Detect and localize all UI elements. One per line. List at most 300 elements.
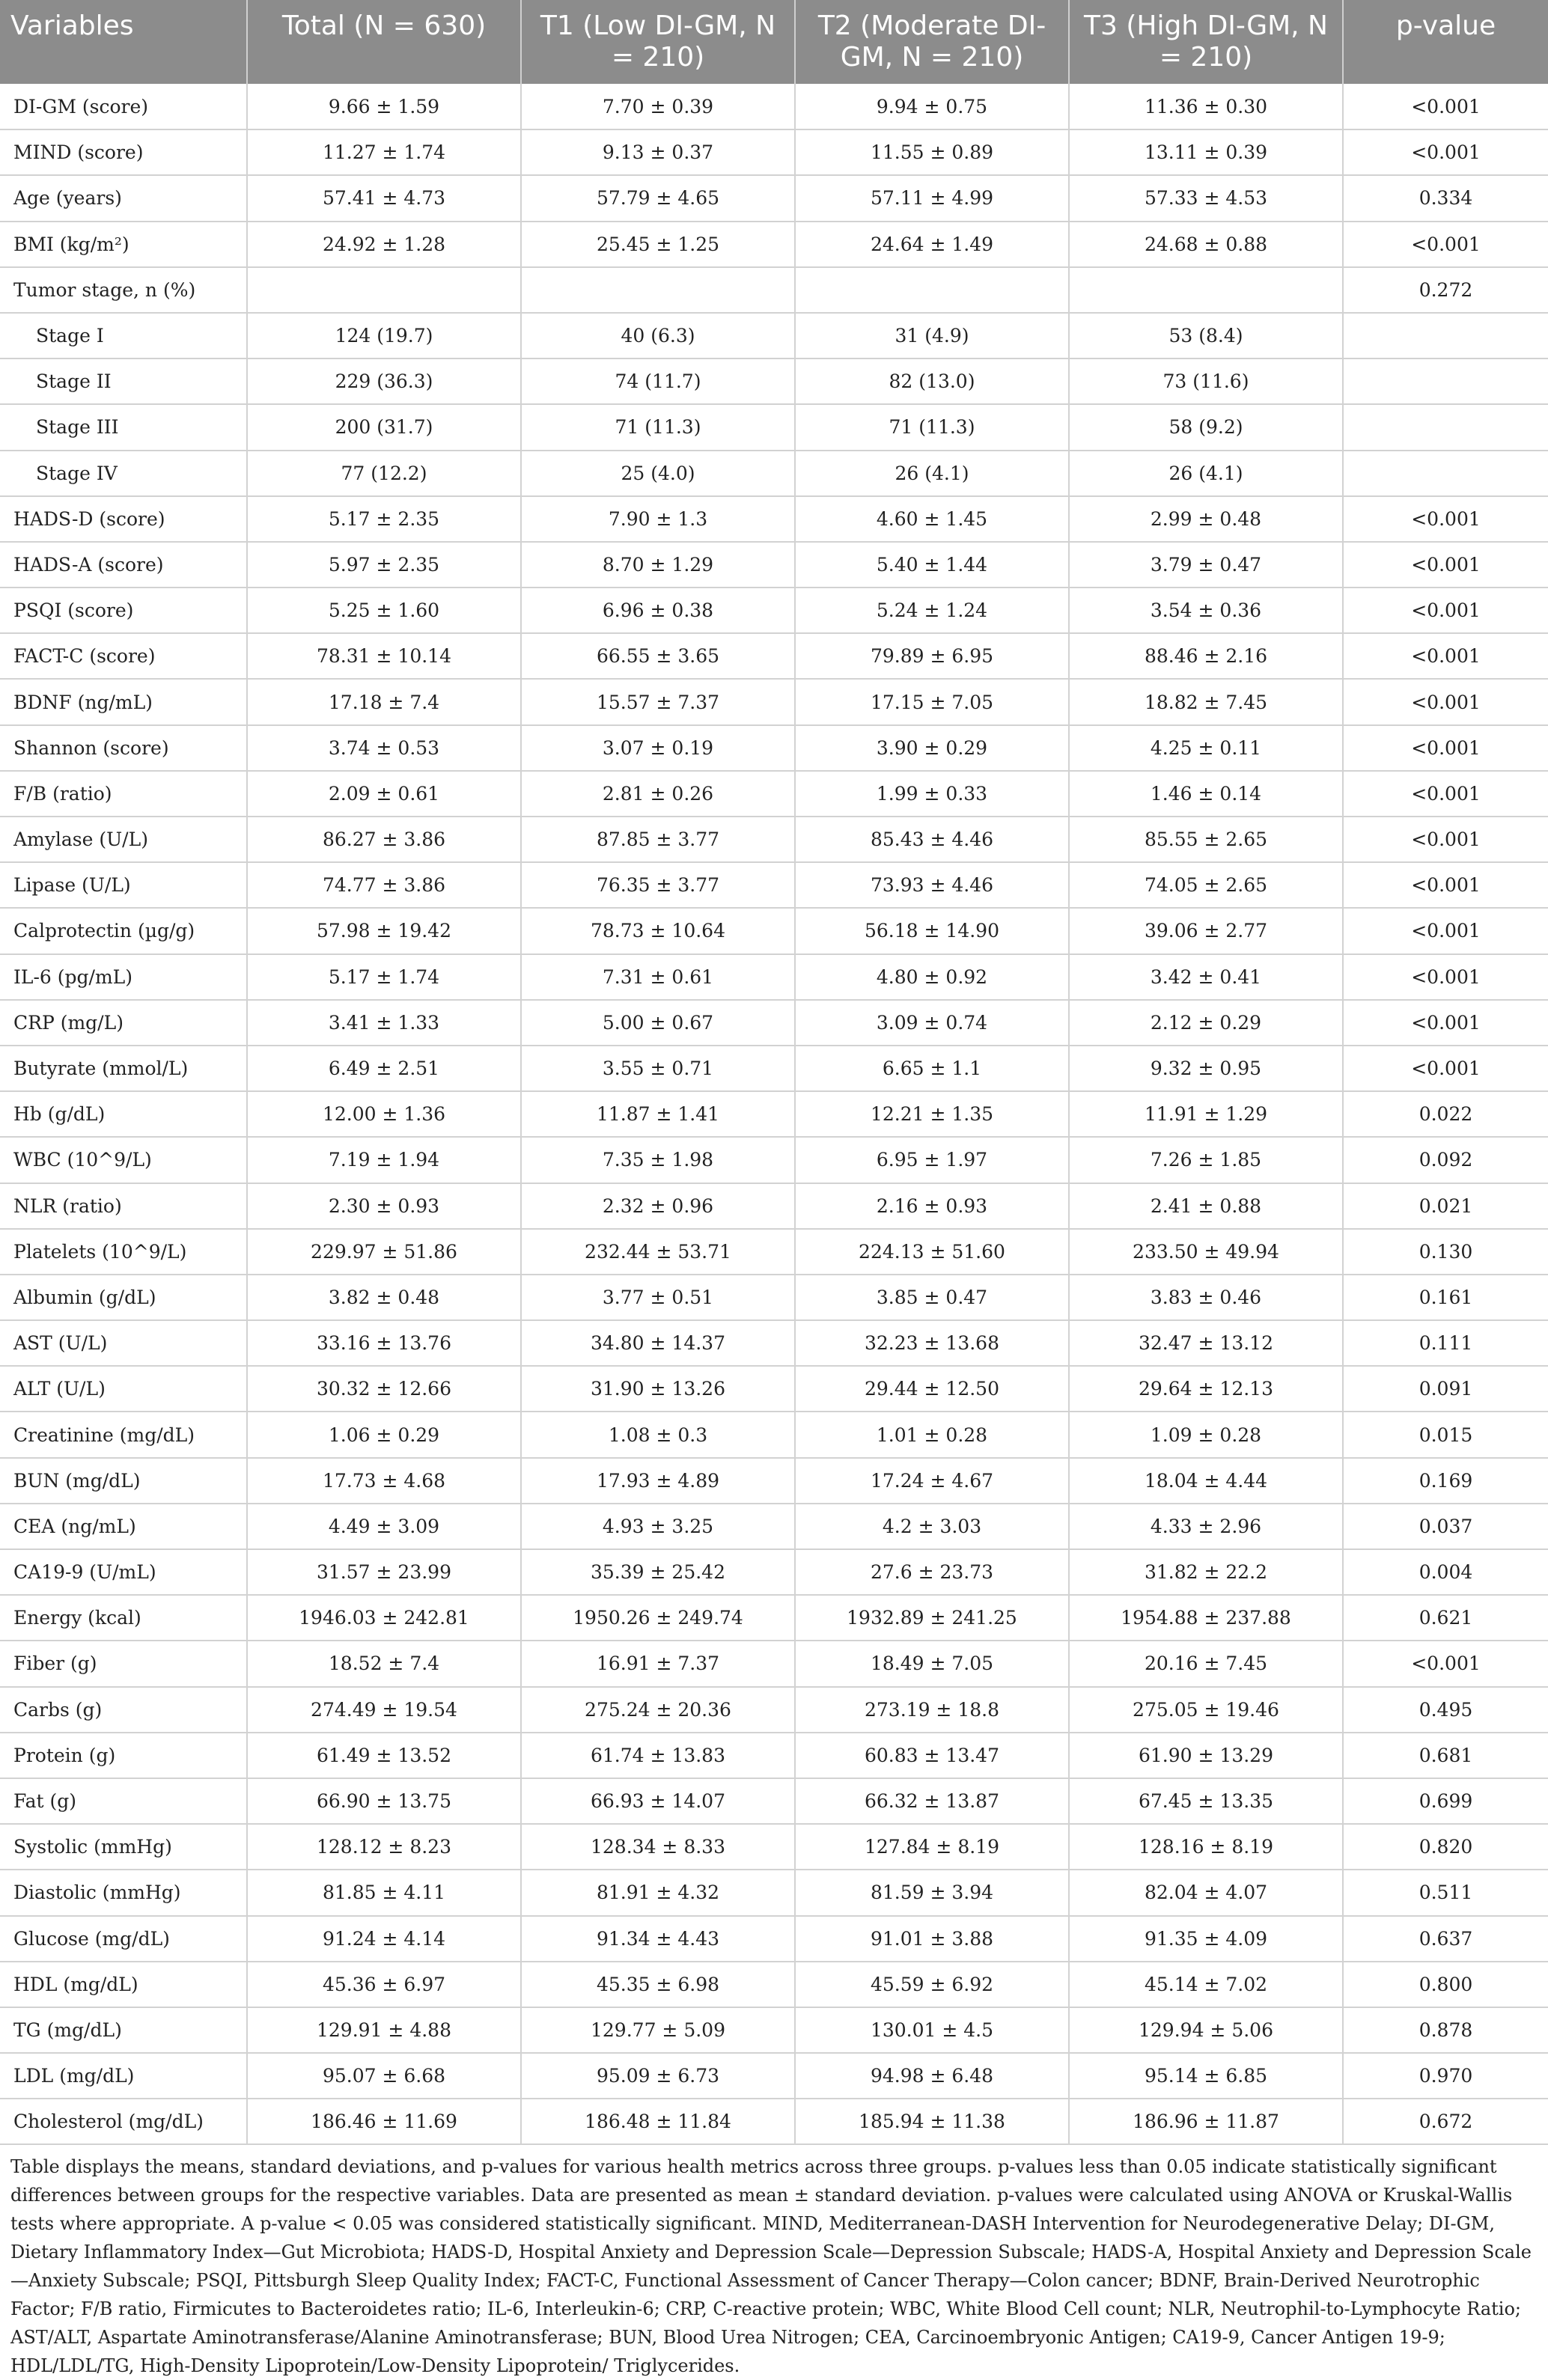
variable-cell: Shannon (score) [0,725,247,771]
p-value-cell [1343,313,1548,358]
total-cell: 24.92 ± 1.28 [247,222,521,267]
t3-cell: 11.36 ± 0.30 [1069,84,1343,129]
table-row [0,1962,1548,2007]
table-row [0,771,1548,817]
p-value-cell: <0.001 [1343,1046,1548,1091]
t3-cell: 29.64 ± 12.13 [1069,1366,1343,1412]
p-value-cell: <0.001 [1343,129,1548,175]
total-cell: 2.30 ± 0.93 [247,1183,521,1229]
variable-cell: HADS-D (score) [0,496,247,542]
p-value-cell: <0.001 [1343,84,1548,129]
total-cell: 4.49 ± 3.09 [247,1504,521,1549]
table-row [0,2007,1548,2053]
t2-cell: 6.95 ± 1.97 [795,1137,1069,1183]
t2-cell: 12.21 ± 1.35 [795,1091,1069,1137]
p-value-cell: 0.878 [1343,2007,1548,2053]
p-value-cell: 0.130 [1343,1229,1548,1275]
t1-cell: 2.32 ± 0.96 [521,1183,795,1229]
table-row [0,633,1548,679]
variable-cell: Stage I [0,313,247,358]
table-row [0,1504,1548,1549]
t2-cell: 60.83 ± 13.47 [795,1733,1069,1778]
variable-cell: CRP (mg/L) [0,1000,247,1046]
p-value-cell: 0.272 [1343,267,1548,313]
p-value-cell: <0.001 [1343,1000,1548,1046]
t1-cell: 7.35 ± 1.98 [521,1137,795,1183]
t3-cell: 58 (9.2) [1069,404,1343,450]
t2-cell: 32.23 ± 13.68 [795,1320,1069,1366]
total-cell: 124 (19.7) [247,313,521,358]
variable-cell: BDNF (ng/mL) [0,679,247,724]
t1-cell: 5.00 ± 0.67 [521,1000,795,1046]
t3-cell: 128.16 ± 8.19 [1069,1824,1343,1870]
table-row [0,1137,1548,1183]
variable-cell: WBC (10^9/L) [0,1137,247,1183]
t1-cell: 76.35 ± 3.77 [521,862,795,908]
t1-cell: 3.77 ± 0.51 [521,1275,795,1320]
total-cell: 3.82 ± 0.48 [247,1275,521,1320]
t1-cell: 3.55 ± 0.71 [521,1046,795,1091]
variable-cell: Age (years) [0,175,247,221]
variable-cell: F/B (ratio) [0,771,247,817]
t2-cell: 56.18 ± 14.90 [795,908,1069,953]
t3-cell: 2.99 ± 0.48 [1069,496,1343,542]
p-value-cell: 0.820 [1343,1824,1548,1870]
t2-cell: 79.89 ± 6.95 [795,633,1069,679]
table-row [0,2053,1548,2099]
p-value-cell: <0.001 [1343,542,1548,588]
table-row [0,358,1548,404]
p-value-cell: <0.001 [1343,1641,1548,1686]
column-header-total: Total (N = 630) [247,0,521,84]
t3-cell: 13.11 ± 0.39 [1069,129,1343,175]
t2-cell: 9.94 ± 0.75 [795,84,1069,129]
t3-cell: 3.83 ± 0.46 [1069,1275,1343,1320]
table-row [0,1458,1548,1504]
variable-cell: Energy (kcal) [0,1595,247,1641]
total-cell: 5.25 ± 1.60 [247,588,521,633]
t2-cell: 6.65 ± 1.1 [795,1046,1069,1091]
total-cell: 9.66 ± 1.59 [247,84,521,129]
t3-cell: 57.33 ± 4.53 [1069,175,1343,221]
variable-cell: CEA (ng/mL) [0,1504,247,1549]
variable-cell: Fiber (g) [0,1641,247,1686]
t3-cell: 18.04 ± 4.44 [1069,1458,1343,1504]
p-value-cell [1343,451,1548,496]
t1-cell: 17.93 ± 4.89 [521,1458,795,1504]
t1-cell: 66.93 ± 14.07 [521,1778,795,1824]
t3-cell: 53 (8.4) [1069,313,1343,358]
variable-cell: Diastolic (mmHg) [0,1870,247,1915]
t2-cell: 3.09 ± 0.74 [795,1000,1069,1046]
t2-cell: 1.99 ± 0.33 [795,771,1069,817]
p-value-cell: <0.001 [1343,633,1548,679]
total-cell: 17.18 ± 7.4 [247,679,521,724]
variable-cell: Glucose (mg/dL) [0,1916,247,1962]
variable-cell: CA19-9 (U/mL) [0,1549,247,1595]
table-row [0,451,1548,496]
variable-cell: HADS-A (score) [0,542,247,588]
t3-cell: 129.94 ± 5.06 [1069,2007,1343,2053]
p-value-cell: <0.001 [1343,954,1548,1000]
t3-cell: 74.05 ± 2.65 [1069,862,1343,908]
table-row [0,1000,1548,1046]
table-row [0,1733,1548,1778]
total-cell: 6.49 ± 2.51 [247,1046,521,1091]
t3-cell: 3.54 ± 0.36 [1069,588,1343,633]
p-value-cell: 0.091 [1343,1366,1548,1412]
t3-cell: 39.06 ± 2.77 [1069,908,1343,953]
total-cell: 2.09 ± 0.61 [247,771,521,817]
total-cell: 30.32 ± 12.66 [247,1366,521,1412]
t1-cell: 275.24 ± 20.36 [521,1687,795,1733]
total-cell: 274.49 ± 19.54 [247,1687,521,1733]
total-cell: 129.91 ± 4.88 [247,2007,521,2053]
total-cell: 7.19 ± 1.94 [247,1137,521,1183]
t1-cell: 16.91 ± 7.37 [521,1641,795,1686]
p-value-cell: <0.001 [1343,862,1548,908]
variable-cell: Calprotectin (µg/g) [0,908,247,953]
table-row [0,1229,1548,1275]
t3-cell: 2.12 ± 0.29 [1069,1000,1343,1046]
t3-cell: 45.14 ± 7.02 [1069,1962,1343,2007]
total-cell: 91.24 ± 4.14 [247,1916,521,1962]
table-row [0,725,1548,771]
t2-cell: 82 (13.0) [795,358,1069,404]
p-value-cell: 0.092 [1343,1137,1548,1183]
p-value-cell: 0.021 [1343,1183,1548,1229]
table-row [0,129,1548,175]
variable-cell: HDL (mg/dL) [0,1962,247,2007]
t3-cell: 20.16 ± 7.45 [1069,1641,1343,1686]
t1-cell: 4.93 ± 3.25 [521,1504,795,1549]
t1-cell: 186.48 ± 11.84 [521,2099,795,2144]
t1-cell: 66.55 ± 3.65 [521,633,795,679]
t2-cell: 2.16 ± 0.93 [795,1183,1069,1229]
t2-cell: 3.90 ± 0.29 [795,725,1069,771]
p-value-cell: <0.001 [1343,908,1548,953]
variable-cell: TG (mg/dL) [0,2007,247,2053]
t2-cell: 26 (4.1) [795,451,1069,496]
p-value-cell: 0.169 [1343,1458,1548,1504]
variable-cell: Creatinine (mg/dL) [0,1412,247,1457]
table-body [0,84,1548,2144]
t2-cell [795,267,1069,313]
table-row [0,1046,1548,1091]
variable-cell: DI-GM (score) [0,84,247,129]
total-cell: 3.41 ± 1.33 [247,1000,521,1046]
p-value-cell: 0.004 [1343,1549,1548,1595]
total-cell: 5.17 ± 2.35 [247,496,521,542]
variable-cell: AST (U/L) [0,1320,247,1366]
p-value-cell: 0.699 [1343,1778,1548,1824]
variable-cell: Lipase (U/L) [0,862,247,908]
t2-cell: 94.98 ± 6.48 [795,2053,1069,2099]
table-row [0,542,1548,588]
total-cell: 33.16 ± 13.76 [247,1320,521,1366]
t3-cell: 1954.88 ± 237.88 [1069,1595,1343,1641]
t2-cell: 17.15 ± 7.05 [795,679,1069,724]
column-header-t2: T2 (Moderate DI-GM, N = 210) [795,0,1069,84]
total-cell: 229 (36.3) [247,358,521,404]
table-row [0,1595,1548,1641]
t2-cell: 31 (4.9) [795,313,1069,358]
t2-cell: 185.94 ± 11.38 [795,2099,1069,2144]
table-row [0,1275,1548,1320]
t3-cell: 1.09 ± 0.28 [1069,1412,1343,1457]
column-header-p-value: p-value [1343,0,1548,84]
p-value-cell: 0.800 [1343,1962,1548,2007]
t1-cell: 25.45 ± 1.25 [521,222,795,267]
t3-cell: 88.46 ± 2.16 [1069,633,1343,679]
p-value-cell [1343,358,1548,404]
variable-cell: Butyrate (mmol/L) [0,1046,247,1091]
table-footnote: Table displays the means, standard deviations, and p-values for various health metrics across three groups. p-values less than 0.05 indicate statistically significant differences between groups for the respective variables. Data are presented as mean ± standard deviation. p-values were calculated using ANOVA or Kruskal-Wallis tests where appropriate. A p-value < 0.05 was considered statistically significant. MIND, Mediterranean-DASH Intervention for Neurodegenerative Delay; DI-GM, Dietary Inflammatory Index—Gut Microbiota; HADS-D, Hospital Anxiety and Depression Scale—Depression Subscale; HADS-A, Hospital Anxiety and Depression Scale—Anxiety Subscale; PSQI, Pittsburgh Sleep Quality Index; FACT-C, Functional Assessment of Cancer Therapy—Colon cancer; BDNF, Brain-Derived Neurotrophic Factor; F/B ratio, Firmicutes to Bacteroidetes ratio; IL-6, Interleukin-6; CRP, C-reactive protein; WBC, White Blood Cell count; NLR, Neutrophil-to-Lymphocyte Ratio; AST/ALT, Aspartate Aminotransferase/Alanine Aminotransferase; BUN, Blood Urea Nitrogen; CEA, Carcinoembryonic Antigen; CA19-9, Cancer Antigen 19-9; HDL/LDL/TG, High-Density Lipoprotein/Low-Density Lipoprotein/ Triglycerides. [10,2156,1532,2377]
variable-cell: Tumor stage, n (%) [0,267,247,313]
t2-cell: 4.2 ± 3.03 [795,1504,1069,1549]
table-row [0,1870,1548,1915]
p-value-cell: 0.637 [1343,1916,1548,1962]
table-row [0,862,1548,908]
t2-cell: 11.55 ± 0.89 [795,129,1069,175]
t1-cell: 8.70 ± 1.29 [521,542,795,588]
variable-cell: BUN (mg/dL) [0,1458,247,1504]
t1-cell: 34.80 ± 14.37 [521,1320,795,1366]
p-value-cell: 0.334 [1343,175,1548,221]
total-cell: 17.73 ± 4.68 [247,1458,521,1504]
t2-cell: 71 (11.3) [795,404,1069,450]
t1-cell: 61.74 ± 13.83 [521,1733,795,1778]
t3-cell: 95.14 ± 6.85 [1069,2053,1343,2099]
t2-cell: 18.49 ± 7.05 [795,1641,1069,1686]
table-row [0,1916,1548,1962]
total-cell: 3.74 ± 0.53 [247,725,521,771]
table-row [0,679,1548,724]
t1-cell: 91.34 ± 4.43 [521,1916,795,1962]
t1-cell: 6.96 ± 0.38 [521,588,795,633]
t3-cell: 91.35 ± 4.09 [1069,1916,1343,1962]
total-cell: 61.49 ± 13.52 [247,1733,521,1778]
total-cell: 31.57 ± 23.99 [247,1549,521,1595]
table-row [0,84,1548,129]
total-cell: 1946.03 ± 242.81 [247,1595,521,1641]
table-row [0,1549,1548,1595]
variable-cell: Stage IV [0,451,247,496]
t1-cell: 7.90 ± 1.3 [521,496,795,542]
total-cell: 78.31 ± 10.14 [247,633,521,679]
t3-cell: 4.25 ± 0.11 [1069,725,1343,771]
p-value-cell: 0.111 [1343,1320,1548,1366]
t2-cell: 1.01 ± 0.28 [795,1412,1069,1457]
table-header [0,0,1548,84]
t3-cell: 4.33 ± 2.96 [1069,1504,1343,1549]
total-cell: 86.27 ± 3.86 [247,817,521,862]
t3-cell: 85.55 ± 2.65 [1069,817,1343,862]
t3-cell: 61.90 ± 13.29 [1069,1733,1343,1778]
column-header-variables: Variables [0,0,247,84]
t2-cell: 224.13 ± 51.60 [795,1229,1069,1275]
t1-cell: 129.77 ± 5.09 [521,2007,795,2053]
t1-cell: 128.34 ± 8.33 [521,1824,795,1870]
total-cell: 12.00 ± 1.36 [247,1091,521,1137]
variable-cell: PSQI (score) [0,588,247,633]
table-row [0,496,1548,542]
p-value-cell: 0.511 [1343,1870,1548,1915]
t2-cell: 4.80 ± 0.92 [795,954,1069,1000]
p-value-cell: 0.970 [1343,2053,1548,2099]
variable-cell: IL-6 (pg/mL) [0,954,247,1000]
t3-cell: 2.41 ± 0.88 [1069,1183,1343,1229]
t1-cell: 35.39 ± 25.42 [521,1549,795,1595]
table-row [0,222,1548,267]
t3-cell [1069,267,1343,313]
t3-cell: 32.47 ± 13.12 [1069,1320,1343,1366]
table-row [0,1320,1548,1366]
variable-cell: ALT (U/L) [0,1366,247,1412]
variable-cell: Protein (g) [0,1733,247,1778]
t1-cell: 1.08 ± 0.3 [521,1412,795,1457]
total-cell [247,267,521,313]
variable-cell: Albumin (g/dL) [0,1275,247,1320]
total-cell: 95.07 ± 6.68 [247,2053,521,2099]
p-value-cell: <0.001 [1343,222,1548,267]
t2-cell: 5.24 ± 1.24 [795,588,1069,633]
p-value-cell: 0.672 [1343,2099,1548,2144]
total-cell: 5.17 ± 1.74 [247,954,521,1000]
total-cell: 18.52 ± 7.4 [247,1641,521,1686]
t1-cell: 87.85 ± 3.77 [521,817,795,862]
total-cell: 1.06 ± 0.29 [247,1412,521,1457]
total-cell: 45.36 ± 6.97 [247,1962,521,2007]
t3-cell: 31.82 ± 22.2 [1069,1549,1343,1595]
p-value-cell: <0.001 [1343,817,1548,862]
t2-cell: 85.43 ± 4.46 [795,817,1069,862]
t2-cell: 273.19 ± 18.8 [795,1687,1069,1733]
p-value-cell: 0.015 [1343,1412,1548,1457]
table-row [0,817,1548,862]
p-value-cell: <0.001 [1343,771,1548,817]
t1-cell: 95.09 ± 6.73 [521,2053,795,2099]
t1-cell [521,267,795,313]
p-value-cell: <0.001 [1343,679,1548,724]
t2-cell: 81.59 ± 3.94 [795,1870,1069,1915]
t1-cell: 78.73 ± 10.64 [521,908,795,953]
t3-cell: 18.82 ± 7.45 [1069,679,1343,724]
t2-cell: 73.93 ± 4.46 [795,862,1069,908]
table-row [0,404,1548,450]
t2-cell: 24.64 ± 1.49 [795,222,1069,267]
table-row [0,1824,1548,1870]
p-value-cell: 0.037 [1343,1504,1548,1549]
total-cell: 57.98 ± 19.42 [247,908,521,953]
t3-cell: 67.45 ± 13.35 [1069,1778,1343,1824]
t3-cell: 9.32 ± 0.95 [1069,1046,1343,1091]
t1-cell: 9.13 ± 0.37 [521,129,795,175]
table-row [0,1687,1548,1733]
total-cell: 74.77 ± 3.86 [247,862,521,908]
table-row [0,588,1548,633]
p-value-cell: 0.621 [1343,1595,1548,1641]
variable-cell: Fat (g) [0,1778,247,1824]
t3-cell: 11.91 ± 1.29 [1069,1091,1343,1137]
table-row [0,1412,1548,1457]
t2-cell: 5.40 ± 1.44 [795,542,1069,588]
t2-cell: 57.11 ± 4.99 [795,175,1069,221]
table-row [0,1366,1548,1412]
t3-cell: 26 (4.1) [1069,451,1343,496]
p-value-cell: 0.022 [1343,1091,1548,1137]
t1-cell: 74 (11.7) [521,358,795,404]
column-header-t1: T1 (Low DI-GM, N = 210) [521,0,795,84]
variable-cell: Stage III [0,404,247,450]
table-row [0,908,1548,953]
t1-cell: 232.44 ± 53.71 [521,1229,795,1275]
t3-cell: 3.79 ± 0.47 [1069,542,1343,588]
variable-cell: Hb (g/dL) [0,1091,247,1137]
total-cell: 200 (31.7) [247,404,521,450]
variable-cell: LDL (mg/dL) [0,2053,247,2099]
table-row [0,2099,1548,2144]
p-value-cell: 0.161 [1343,1275,1548,1320]
t2-cell: 91.01 ± 3.88 [795,1916,1069,1962]
total-cell: 66.90 ± 13.75 [247,1778,521,1824]
p-value-cell: 0.495 [1343,1687,1548,1733]
table-row [0,313,1548,358]
t1-cell: 3.07 ± 0.19 [521,725,795,771]
t2-cell: 3.85 ± 0.47 [795,1275,1069,1320]
table-row [0,1091,1548,1137]
total-cell: 81.85 ± 4.11 [247,1870,521,1915]
variable-cell: FACT-C (score) [0,633,247,679]
variable-cell: BMI (kg/m²) [0,222,247,267]
t3-cell: 73 (11.6) [1069,358,1343,404]
total-cell: 5.97 ± 2.35 [247,542,521,588]
total-cell: 128.12 ± 8.23 [247,1824,521,1870]
total-cell: 229.97 ± 51.86 [247,1229,521,1275]
t3-cell: 82.04 ± 4.07 [1069,1870,1343,1915]
t2-cell: 17.24 ± 4.67 [795,1458,1069,1504]
t1-cell: 40 (6.3) [521,313,795,358]
t1-cell: 57.79 ± 4.65 [521,175,795,221]
table-row [0,954,1548,1000]
t1-cell: 25 (4.0) [521,451,795,496]
variable-cell: MIND (score) [0,129,247,175]
p-value-cell: <0.001 [1343,725,1548,771]
t2-cell: 127.84 ± 8.19 [795,1824,1069,1870]
table-row [0,1778,1548,1824]
table-row [0,1183,1548,1229]
variable-cell: Systolic (mmHg) [0,1824,247,1870]
table-row [0,175,1548,221]
p-value-cell: 0.681 [1343,1733,1548,1778]
t1-cell: 31.90 ± 13.26 [521,1366,795,1412]
t2-cell: 66.32 ± 13.87 [795,1778,1069,1824]
variable-cell: Carbs (g) [0,1687,247,1733]
p-value-cell [1343,404,1548,450]
table-row [0,1641,1548,1686]
t1-cell: 15.57 ± 7.37 [521,679,795,724]
t3-cell: 1.46 ± 0.14 [1069,771,1343,817]
column-header-t3: T3 (High DI-GM, N = 210) [1069,0,1343,84]
p-value-cell: <0.001 [1343,588,1548,633]
variable-cell: Amylase (U/L) [0,817,247,862]
variable-cell: Stage II [0,358,247,404]
total-cell: 186.46 ± 11.69 [247,2099,521,2144]
t2-cell: 45.59 ± 6.92 [795,1962,1069,2007]
t2-cell: 4.60 ± 1.45 [795,496,1069,542]
t3-cell: 233.50 ± 49.94 [1069,1229,1343,1275]
t1-cell: 71 (11.3) [521,404,795,450]
